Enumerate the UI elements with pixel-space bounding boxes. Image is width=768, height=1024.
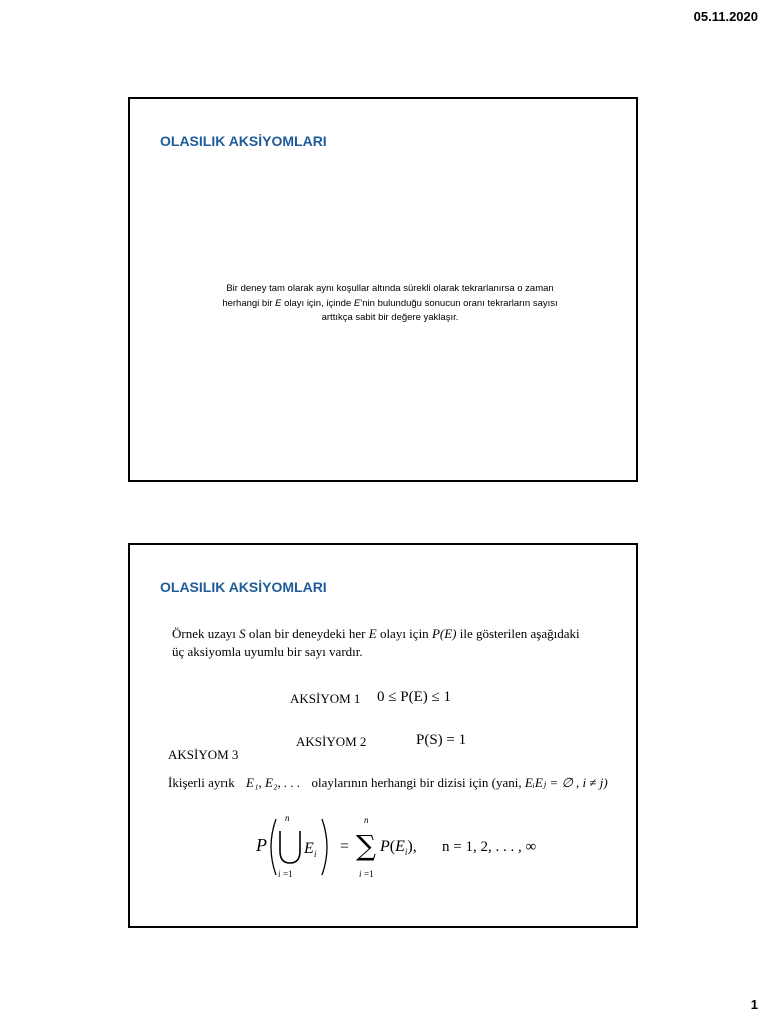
- axiom-3-label: AKSİYOM 3: [168, 747, 239, 762]
- axiom-2-formula: P(S) = 1: [416, 732, 467, 748]
- slide-2-title: OLASILIK AKSİYOMLARI: [160, 579, 327, 595]
- svg-text:n: n: [364, 815, 369, 825]
- axiom-1-formula: 0 ≤ P(E) ≤ 1: [377, 689, 451, 705]
- page-date: 05.11.2020: [693, 9, 758, 24]
- svg-text:i: i: [278, 869, 281, 879]
- union-formula-n: n = 1, 2, . . . , ∞: [442, 839, 536, 855]
- svg-text:i: i: [314, 849, 317, 859]
- right-paren-icon: [322, 819, 327, 875]
- axioms-intro: [172, 625, 612, 660]
- slide-1-title: OLASILIK AKSİYOMLARI: [160, 133, 327, 149]
- svg-text:=1: =1: [364, 869, 374, 879]
- union-formula: [256, 809, 536, 884]
- slide-1-body: [190, 282, 590, 326]
- slide-1-body-line-2: herhangi bir E olayı için, içinde E’nin bulunduğu sonucun oranı tekrarların sayısı: [222, 297, 558, 309]
- slide-1-body-line-3: arttıkça sabit bir değere yaklaşır.: [321, 312, 459, 324]
- union-formula-p: P: [256, 835, 267, 855]
- slide-2: [128, 543, 638, 928]
- left-paren-icon: [271, 819, 276, 875]
- svg-text:i: i: [359, 869, 362, 879]
- page-number: 1: [750, 997, 758, 1012]
- slide-1: [128, 97, 638, 482]
- sum-icon: ∑: [356, 829, 376, 862]
- axiom-1-label: AKSİYOM 1: [290, 691, 361, 706]
- svg-text:E: E: [304, 840, 314, 857]
- axiom-3-statement: İkişerli ayrık E₁, E₂, . . . olaylarının herhangi bir dizisi için (yani, EᵢEⱼ = ∅ , i ≠ j): [168, 775, 608, 790]
- svg-text:=: =: [340, 838, 350, 855]
- svg-text:n: n: [285, 813, 290, 823]
- axiom-2-label: AKSİYOM 2: [296, 734, 367, 749]
- svg-text:=1: =1: [283, 869, 293, 879]
- axioms-intro-line-1: Örnek uzayı S olan bir deneydeki her E olayı için P(E) ile gösterilen aşağıdaki: [172, 626, 580, 641]
- big-union-icon: [280, 831, 300, 863]
- slide-1-body-line-1: Bir deney tam olarak aynı koşullar altında sürekli olarak tekrarlanırsa o zaman: [226, 283, 554, 294]
- svg-text:P(Ei),: $P(E_i)$,: [380, 838, 417, 857]
- axioms-intro-line-2: üç aksiyomla uyumlu bir sayı vardır.: [172, 643, 363, 659]
